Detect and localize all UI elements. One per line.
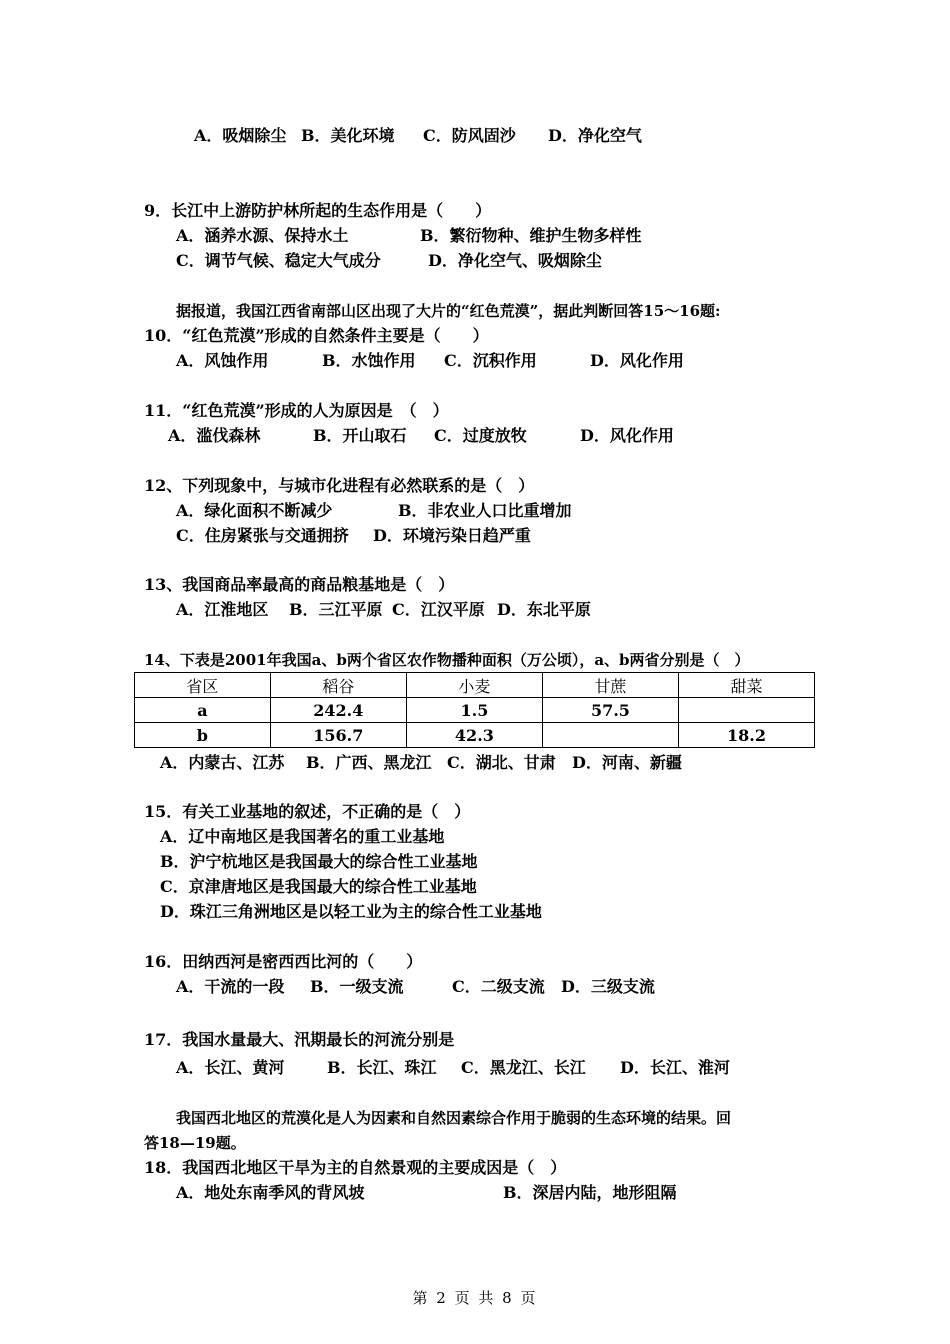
- crop-area-table: [134, 672, 815, 748]
- q15-stem: 15．有关工业基地的叙述，不正确的是（ ）: [144, 802, 471, 821]
- passage-red-desert: 据报道，我国江西省南部山区出现了大片的“红色荒漠”，据此判断回答15～16题:: [176, 302, 721, 320]
- q9-stem: 9．长江中上游防护林所起的生态作用是（ ）: [144, 201, 492, 220]
- page-footer: 第 2 页 共 8 页: [412, 1289, 538, 1307]
- q13-stem: 13、我国商品率最高的商品粮基地是（ ）: [144, 575, 455, 594]
- table-header-cell: 小麦: [406, 673, 542, 698]
- q17-stem: 17．我国水量最大、汛期最长的河流分别是: [144, 1030, 455, 1049]
- q13-option-d: D．东北平原: [497, 600, 591, 619]
- q16-option-a: A．干流的一段: [176, 977, 285, 996]
- table-cell: [678, 698, 814, 723]
- q10-option-c: C．沉积作用: [444, 351, 537, 370]
- q11-option-c: C．过度放牧: [434, 426, 527, 445]
- q14-option-a: A．内蒙古、江苏: [160, 753, 285, 772]
- q12-stem: 12、下列现象中，与城市化进程有必然联系的是（ ）: [144, 476, 535, 495]
- q17-option-c: C．黑龙江、长江: [461, 1058, 586, 1077]
- q14-option-b: B．广西、黑龙江: [306, 753, 432, 772]
- q9-option-c: C．调节气候、稳定大气成分: [176, 251, 381, 270]
- q14-option-d: D．河南、新疆: [572, 753, 682, 772]
- q15-option-c: C．京津唐地区是我国最大的综合性工业基地: [160, 877, 477, 896]
- table-cell: 57.5: [542, 698, 678, 723]
- q8-option-d: D．净化空气: [548, 126, 642, 145]
- q15-option-a: A．辽中南地区是我国著名的重工业基地: [160, 827, 445, 846]
- q17-option-a: A．长江、黄河: [176, 1058, 285, 1077]
- table-cell: a: [135, 698, 271, 723]
- table-cell: 156.7: [270, 723, 406, 748]
- q10-stem: 10．“红色荒漠”形成的自然条件主要是（ ）: [144, 326, 489, 345]
- q18-option-a: A．地处东南季风的背风坡: [176, 1183, 365, 1202]
- table-cell: 42.3: [406, 723, 542, 748]
- q17-option-b: B．长江、珠江: [327, 1058, 437, 1077]
- q14-stem: 14、下表是2001年我国a、b两个省区农作物播种面积（万公顷），a、b两省分别是（ ）: [144, 651, 750, 669]
- table-cell: 1.5: [406, 698, 542, 723]
- q9-option-a: A．涵养水源、保持水土: [176, 226, 349, 245]
- q10-option-b: B．水蚀作用: [322, 351, 416, 370]
- table-header-row: [135, 673, 815, 698]
- q12-option-b: B．非农业人口比重增加: [398, 501, 572, 520]
- table-row: [135, 723, 815, 748]
- q10-option-a: A．风蚀作用: [176, 351, 269, 370]
- q16-option-c: C．二级支流: [452, 977, 545, 996]
- q16-stem: 16．田纳西河是密西西比河的（ ）: [144, 952, 423, 971]
- table-cell: 18.2: [678, 723, 814, 748]
- q18-stem: 18．我国西北地区干旱为主的自然景观的主要成因是（ ）: [144, 1158, 567, 1177]
- table-header-cell: 省区: [135, 673, 271, 698]
- q9-option-d: D．净化空气、吸烟除尘: [428, 251, 602, 270]
- q16-option-d: D．三级支流: [561, 977, 655, 996]
- q11-option-a: A．滥伐森林: [168, 426, 261, 445]
- q8-option-b: B．美化环境: [301, 126, 395, 145]
- table-header-cell: 甘蔗: [542, 673, 678, 698]
- table-cell: 242.4: [270, 698, 406, 723]
- q12-option-c: C．住房紧张与交通拥挤: [176, 526, 349, 545]
- q11-stem: 11．“红色荒漠”形成的人为原因是 （ ）: [144, 401, 449, 420]
- q15-option-b: B．沪宁杭地区是我国最大的综合性工业基地: [160, 852, 478, 871]
- table-header-cell: 稻谷: [270, 673, 406, 698]
- q13-option-a: A．江淮地区: [176, 600, 269, 619]
- table-cell: b: [135, 723, 271, 748]
- q13-option-c: C．江汉平原: [392, 600, 485, 619]
- q16-option-b: B．一级支流: [310, 977, 404, 996]
- q9-option-b: B．繁衍物种、维护生物多样性: [420, 226, 642, 245]
- table-cell: [542, 723, 678, 748]
- q10-option-d: D．风化作用: [590, 351, 684, 370]
- table-row: [135, 698, 815, 723]
- q12-option-d: D．环境污染日趋严重: [373, 526, 531, 545]
- q13-option-b: B．三江平原: [289, 600, 383, 619]
- q8-option-c: C．防风固沙: [423, 126, 516, 145]
- q11-option-b: B．开山取石: [313, 426, 407, 445]
- q12-option-a: A．绿化面积不断减少: [176, 501, 333, 520]
- table-header-cell: 甜菜: [678, 673, 814, 698]
- q14-option-c: C．湖北、甘肃: [447, 753, 556, 772]
- passage-desertification-line2: 答18—19题。: [144, 1134, 246, 1152]
- q18-option-b: B．深居内陆，地形阻隔: [503, 1183, 677, 1202]
- q17-option-d: D．长江、淮河: [620, 1058, 730, 1077]
- passage-desertification-line1: 我国西北地区的荒漠化是人为因素和自然因素综合作用于脆弱的生态环境的结果。回: [176, 1109, 732, 1127]
- q15-option-d: D．珠江三角洲地区是以轻工业为主的综合性工业基地: [160, 902, 542, 921]
- q8-option-a: A．吸烟除尘: [194, 126, 287, 145]
- q11-option-d: D．风化作用: [580, 426, 674, 445]
